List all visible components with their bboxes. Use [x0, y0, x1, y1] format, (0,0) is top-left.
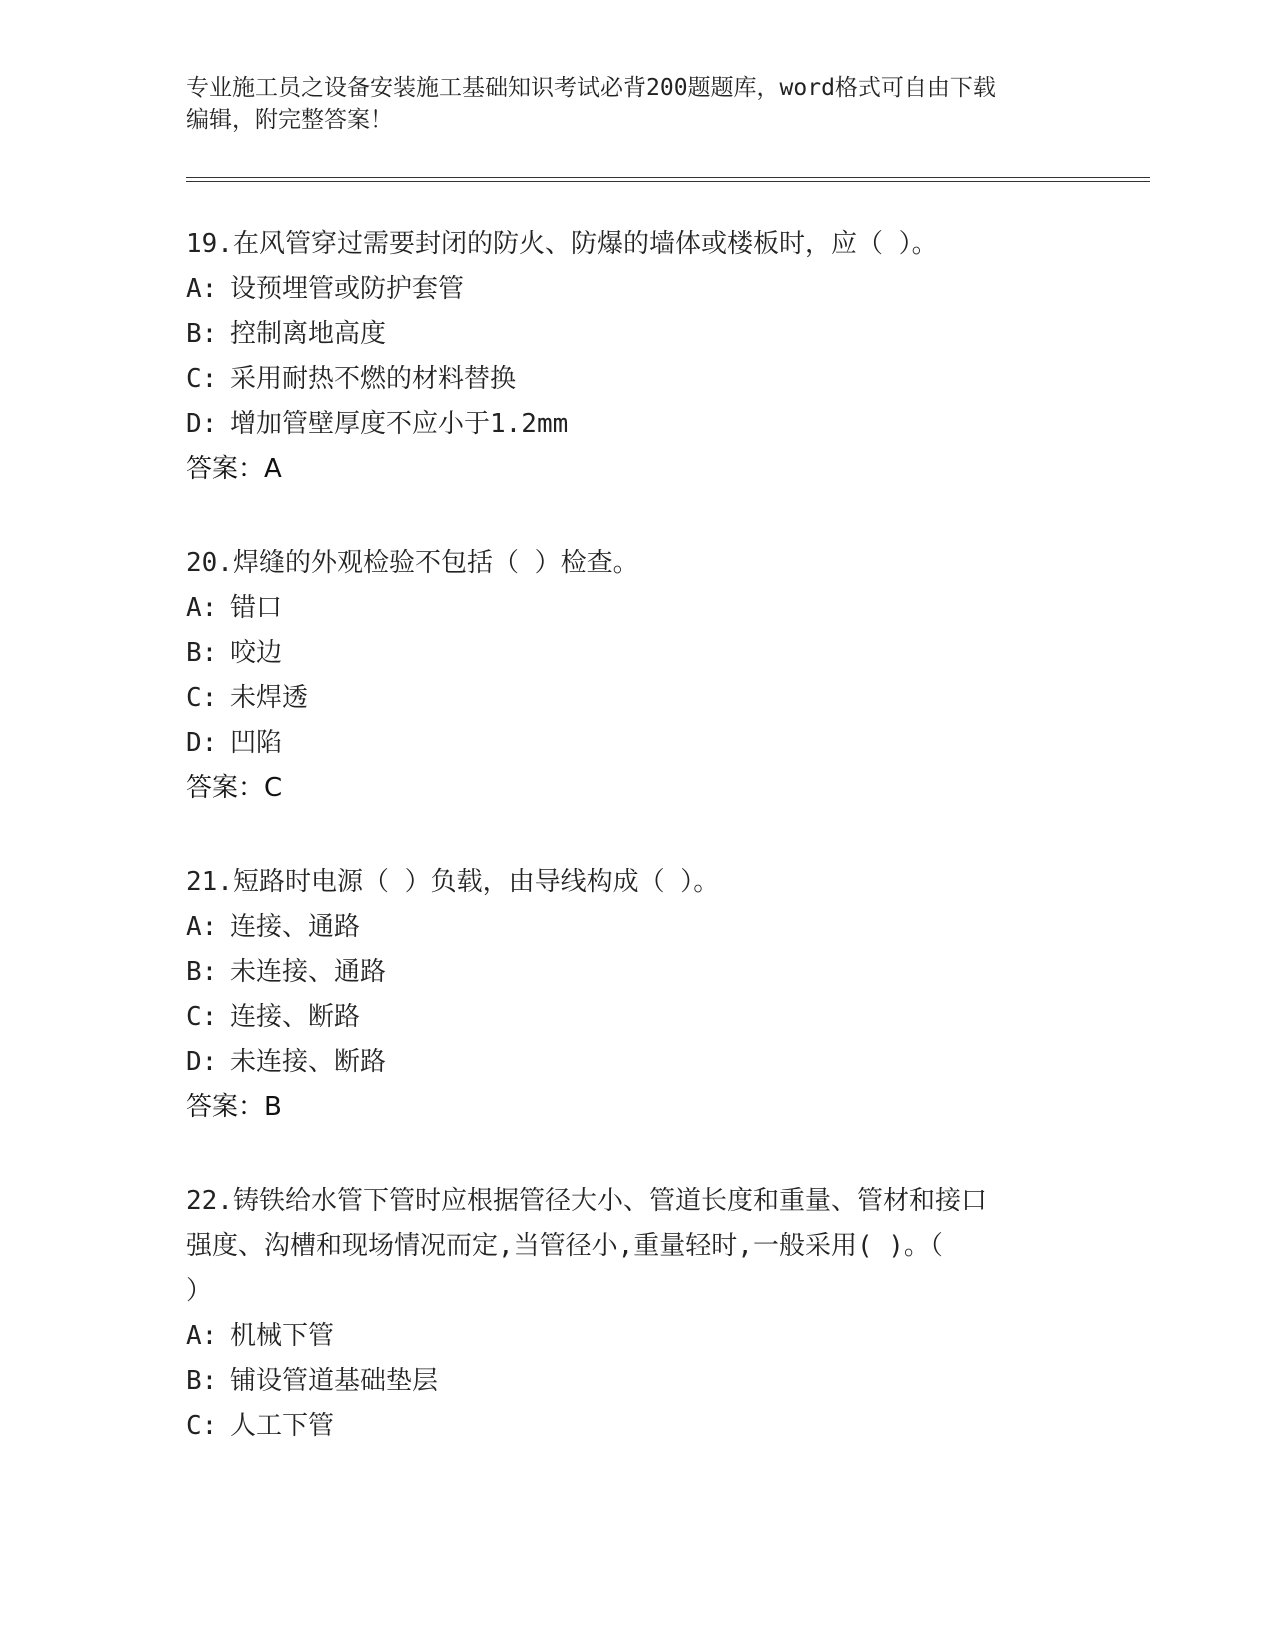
option-a	[186, 1314, 1086, 1359]
answer-line: 答案：C	[186, 773, 283, 803]
option-letter: B:	[186, 957, 218, 987]
option-text: 采用耐热不燃的材料替换	[230, 364, 517, 394]
option-c	[186, 676, 1086, 721]
option-a	[186, 586, 1086, 631]
option-d	[186, 1040, 1086, 1085]
question-stem: 21.短路时电源（ ）负载，由导线构成（ ）。	[186, 867, 720, 897]
option-letter: C:	[186, 1411, 218, 1441]
option-letter: C:	[186, 1002, 218, 1032]
option-letter: C:	[186, 683, 218, 713]
option-c	[186, 1404, 1086, 1449]
document-header	[186, 72, 1086, 136]
option-text: 机械下管	[230, 1321, 335, 1351]
question-stem: 19.在风管穿过需要封闭的防火、防爆的墙体或楼板时，应（ ）。	[186, 229, 938, 259]
option-text: 连接、断路	[230, 1002, 361, 1032]
option-text: 设预埋管或防护套管	[230, 274, 465, 304]
option-text: 增加管壁厚度不应小于1.2mm	[230, 409, 569, 439]
option-c	[186, 357, 1086, 402]
option-letter: B:	[186, 1366, 218, 1396]
option-text: 人工下管	[230, 1411, 335, 1441]
option-letter: C:	[186, 364, 218, 394]
option-a	[186, 905, 1086, 950]
question-21	[186, 860, 1086, 1130]
option-c	[186, 995, 1086, 1040]
option-text: 铺设管道基础垫层	[230, 1366, 439, 1396]
option-text: 未连接、通路	[230, 957, 387, 987]
option-text: 控制离地高度	[230, 319, 387, 349]
option-text: 凹陷	[230, 728, 283, 758]
option-b	[186, 312, 1086, 357]
option-letter: B:	[186, 319, 218, 349]
option-letter: D:	[186, 1047, 218, 1077]
header-title-line-1: 专业施工员之设备安装施工基础知识考试必背200题题库，word格式可自由下载	[186, 75, 996, 101]
option-text: 错口	[230, 593, 283, 623]
option-letter: A:	[186, 1321, 218, 1351]
option-d	[186, 402, 1086, 447]
question-19	[186, 222, 1086, 492]
option-a	[186, 267, 1086, 312]
option-letter: A:	[186, 274, 218, 304]
question-20	[186, 541, 1086, 811]
question-stem: 20.焊缝的外观检验不包括（ ）检查。	[186, 548, 639, 578]
question-stem-line-1: 22.铸铁给水管下管时应根据管径大小、管道长度和重量、管材和接口	[186, 1186, 987, 1216]
header-title-line-2: 编辑，附完整答案！	[186, 107, 393, 133]
header-divider-top	[186, 177, 1150, 178]
question-stem-line-3: ）	[186, 1276, 213, 1306]
option-letter: D:	[186, 409, 218, 439]
question-stem-line-2: 强度、沟槽和现场情况而定,当管径小,重量轻时,一般采用( )。（	[186, 1231, 943, 1261]
option-text: 咬边	[230, 638, 283, 668]
option-b	[186, 1359, 1086, 1404]
question-22	[186, 1179, 1086, 1449]
option-letter: A:	[186, 912, 218, 942]
option-text: 未焊透	[230, 683, 309, 713]
option-text: 连接、通路	[230, 912, 361, 942]
option-letter: D:	[186, 728, 218, 758]
option-text: 未连接、断路	[230, 1047, 387, 1077]
answer-line: 答案：A	[186, 454, 282, 484]
option-d	[186, 721, 1086, 766]
option-letter: B:	[186, 638, 218, 668]
option-letter: A:	[186, 593, 218, 623]
option-b	[186, 950, 1086, 995]
option-b	[186, 631, 1086, 676]
answer-line: 答案：B	[186, 1092, 282, 1122]
header-divider-bottom	[186, 181, 1150, 182]
